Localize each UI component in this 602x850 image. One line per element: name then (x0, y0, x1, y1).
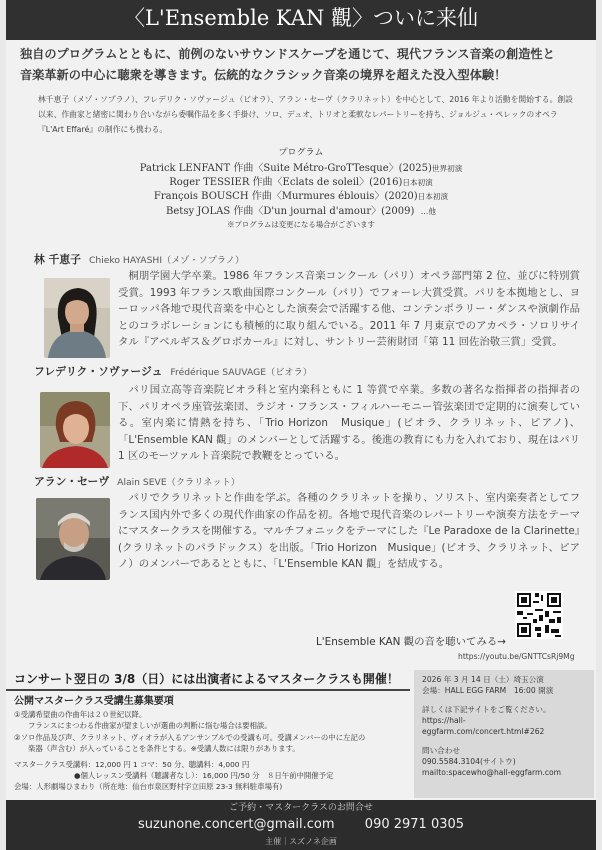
bio-text-hayashi: 桐朋学園大学卒業。1986 年フランス音楽コンクール（パリ）オペラ部門第 2 位、並びに特別賞受賞。1993 年フランス歌曲国際コンクール（パリ）でフォーレ大賞受賞。パリを本拠地とし、ヨーロッパ各地で現代音楽を中心とした演奏会で活躍する他、コンテンポラリー・ダンスや演劇作品とのコラボレーションにも積極的に取り組んでいる。2011 年 7 月東京でのアカペラ・ソロリサイタル『アベルギス＆グロボカール』に対し、サントリー芸術財団「第 11 回佐治敬三賞」受賞。 (118, 270, 580, 349)
bio-heading-seve: アラン・セーヴ Alain SEVE（クラリネット） (34, 475, 240, 488)
youtube-url-link[interactable]: https://youtu.be/GNTTCsRj9Mg (458, 652, 575, 661)
contact-mail-link[interactable]: mailto:spacewho@hall-eggfarm.com (422, 768, 562, 777)
masterclass-line: 会場：人形劇場ひまわり（所在地：仙台市泉区野村字立田原 23-3 無料駐車場有) (14, 782, 283, 792)
bio-heading-hayashi: 林 千恵子 Chieko HAYASHI（メゾ・ソプラノ） (34, 253, 245, 266)
contact-tel[interactable]: 090.5584.3104(サイトウ) (422, 757, 516, 766)
ensemble-description: 林千恵子（メゾ・ソプラノ）、フレデリク・ソヴァージュ（ビオラ）、アラン・セーヴ（クラリネット）を中心として、2016 年より活動を開始する。創設以来、作曲家と緒密に関わり合いながら委嘱作品を多く手掛け、ソロ、デュオ、トリオと柔軟なレパートリーを持ち、ジョルジュ・ペレックのオペラ『L'Art Effaré』の制作にも携わる。 (38, 95, 573, 134)
bio-text-sauvage: パリ国立高等音楽院ビオラ科と室内楽科ともに 1 等賞で卒業。多数の著名な指揮者の指揮者の下、パリオペラ座管弦楽団、ラジオ・フランス・フィルハーモニー管弦楽団で定期的に演奏している。室内楽に情熱を持ち、「Trio Horizon Musique」(ビオラ、クラリネット、ピアノ)、「L'Ensemble KAN 觀」のメンバーとして活躍する。後進の教育にも力を入れており、現在はパリ 1 区のモーツァルト音楽院で教鞭をとっている。 (118, 384, 580, 463)
concert-site-link[interactable]: https://hall-eggfarm.com/concert.html#262 (422, 716, 545, 736)
concert-details-note: 詳しくは下記サイトをご覧ください。 (422, 705, 551, 714)
saitama-concert-info (414, 670, 594, 798)
masterclass-guidelines (6, 689, 410, 799)
bio-heading-sauvage: フレデリク・ソヴァージュ Frédérique SAUVAGE（ビオラ） (34, 365, 312, 378)
masterclass-line: フランスにまつわる作曲家が望ましいが選曲の判断に悩む場合は要相談。 (28, 721, 272, 731)
program-change-note: ※プログラムは変更になる場合がございます (227, 219, 375, 229)
qr-code-icon[interactable] (515, 591, 563, 639)
masterclass-box-title: 公開マスタークラス受講生募集要項 (14, 696, 174, 707)
footer-contact (6, 800, 596, 850)
lead-line-1: 独自のプログラムとともに、前例のないサウンドスケープを通じて、現代フランス音楽の創造性と (20, 47, 555, 61)
program-section (6, 146, 596, 231)
footer-organizer: 主催｜スズノネ企画 (265, 837, 337, 846)
masterclass-line: ●個人レッスン受講料（聴講者なし）：16,000 円/50 分 ８日午前中開催予定 (74, 771, 334, 781)
program-item: Patrick LENFANT 作曲〈Suite Métro-GroTTesque〉(2025)世界初演 (139, 163, 463, 174)
bio-text-seve: パリでクラリネットと作曲を学ぶ。各種のクラリネットを操り、ソリスト、室内楽奏者としてフランス国内外で多くの現代作曲家の作品を初。各地で現代音楽のレパートリーや演奏方法をテーマにマスタークラスを開催する。マルチフォニックをテーマにした『Le Paradoxe de la Clarinette』(クラリネットのパラドックス）を出版。「Trio Horizon Musique」(ビオラ、クラリネット、ピアノ）のメンバーであるとともに、「L'Ensemble KAN 觀」を結成する。 (118, 492, 580, 571)
footer-phone[interactable]: 090 2971 0305 (364, 817, 465, 832)
lead-text (6, 40, 596, 86)
footer-label: ご予約・マスタークラスのお問合せ (229, 803, 373, 813)
concert-date: 2026 年 3 月 14 日（土）埼玉公演 (422, 675, 544, 684)
program-heading: プログラム (278, 148, 324, 158)
program-item: Roger TESSIER 作曲〈Eclats de soleil〉(2016)日本初演 (169, 177, 433, 189)
masterclass-line: ②ソロ作品及び声、クラリネット、ヴィオラが入るアンサンブルでの受講も可。受講メンバーの中に左記の (14, 732, 366, 742)
masterclass-line: ①受講希望曲の作曲年は２０世紀以降。 (14, 710, 147, 719)
portrait-sauvage-photo (40, 392, 110, 468)
footer-email-link[interactable]: suzunone.concert@gmail.com (137, 817, 335, 832)
footer-contact-line (6, 815, 596, 835)
contact-label: 問い合わせ (422, 746, 460, 755)
listen-link[interactable]: L'Ensemble KAN 觀の音を聴いてみる→ (316, 636, 506, 648)
portrait-hayashi-photo (44, 278, 110, 358)
lead-line-2: 音楽革新の中心に聴衆を導きます。伝統的なクラシック音楽の境界を超えた没入型体験！ (20, 68, 507, 82)
masterclass-headline: コンサート翌日の 3/8（日）には出演者によるマスタークラスも開催！ (14, 672, 399, 686)
program-item: François BOUSCH 作曲〈Murmures éblouis〉(2020)日本初演 (153, 191, 449, 203)
program-item: Betsy JOLAS 作曲〈D'un journal d'amour〉(2009) …他 (166, 205, 436, 217)
flyer-sheet (6, 0, 596, 850)
flyer-title: 〈L'Ensemble KAN 觀〉ついに来仙 (6, 0, 596, 40)
portrait-seve-photo (36, 498, 110, 580)
masterclass-line: 楽器（声含む）が入っていることを条件とする。※受講人数には限りがあります。 (28, 744, 300, 754)
concert-venue: 会場：HALL EGG FARM 16:00 開演 (422, 686, 554, 695)
masterclass-line: マスタークラス受講料：12,000 円 1 コマ：50 分、聴講料：4,000 円 (14, 759, 250, 769)
